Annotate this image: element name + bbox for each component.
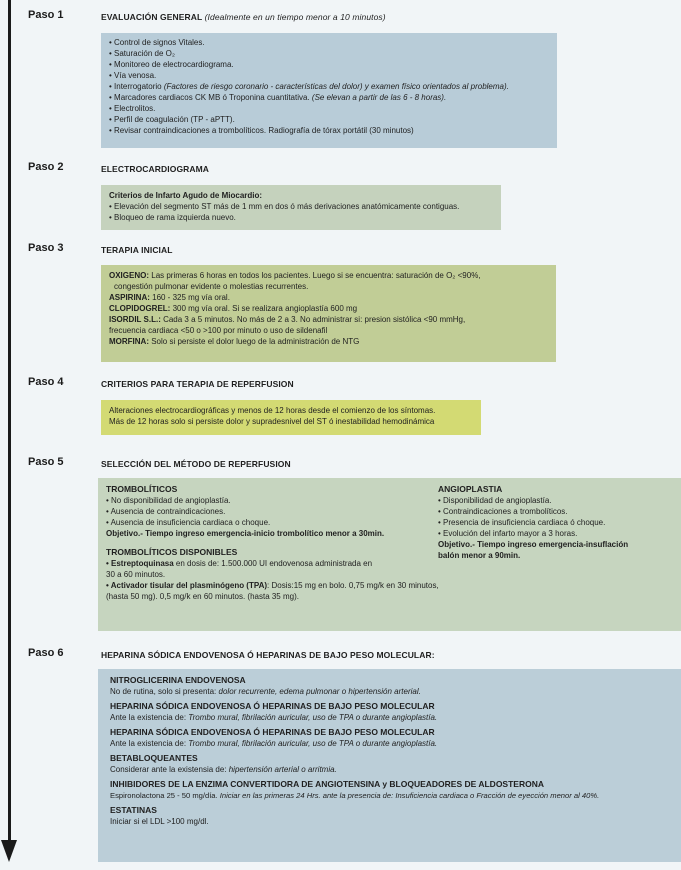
- list-item: • Marcadores cardiacos CK MB ó Troponina cuantitativa. (Se elevan a partir de las 6 - 8 horas).: [109, 93, 447, 102]
- list-item: • No disponibilidad de angioplastía.: [106, 496, 231, 505]
- nitroglycerin-section: [110, 675, 669, 697]
- list-item: • Ausencia de contraindicaciones.: [106, 507, 226, 516]
- list-item: • Ausencia de insuficiencia cardiaca o choque.: [106, 518, 271, 527]
- heparin-section-2: [110, 727, 669, 749]
- available-thrombolytics-heading: TROMBOLÍTICOS DISPONIBLES: [106, 547, 238, 557]
- step-1-title: EVALUACIÓN GENERAL (Idealmente en un tiempo menor a 10 minutos): [101, 12, 386, 22]
- tpa-line: • Activador tisular del plasminógeno (TPA): Dosis:15 mg en bolo. 0,75 mg/k en 30 minutos,: [106, 581, 439, 590]
- list-item: • Revisar contraindicaciones a trombolíticos. Radiografía de tórax portátil (30 minutos): [109, 126, 414, 135]
- angioplasty-objective-2: balón menor a 90min.: [438, 551, 521, 560]
- step-6-label: Paso 6: [28, 647, 64, 659]
- list-item: • Vía venosa.: [109, 71, 157, 80]
- isordil-line-2: frecuencia cardiaca <50 o >100 por minuto o uso de sildenafil: [109, 326, 328, 335]
- section-text: Iniciar si el LDL >100 mg/dl.: [110, 817, 209, 826]
- step-4-label: Paso 4: [28, 376, 64, 388]
- step-5-box: [98, 478, 681, 631]
- list-item: • Monitoreo de electrocardiograma.: [109, 60, 234, 69]
- ace-inhibitors-section: [110, 779, 669, 801]
- step-4-title: CRITERIOS PARA TERAPIA DE REPERFUSION: [101, 379, 294, 389]
- section-text: Considerar ante la existensia de: hipertensión arterial o arritmia.: [110, 765, 337, 774]
- criteria-line: Más de 12 horas solo si persiste dolor y supradesnivel del ST ó inestabilidad hemodinámica: [109, 417, 435, 426]
- list-item: • Electrolitos.: [109, 104, 156, 113]
- timeline-arrow-shaft: [8, 0, 11, 842]
- oxigeno-line: OXIGENO: Las primeras 6 horas en todos los pacientes. Luego si se encuentra: saturación de O₂ <90%,: [109, 271, 481, 280]
- list-item: • Bloqueo de rama izquierda nuevo.: [109, 213, 236, 222]
- section-text: Espironolactona 25 - 50 mg/día. Iniciar en las primeras 24 Hrs. ante la presencia de: Insuficiencia cardiaca o Fracción de eyección menor al 40%.: [110, 791, 600, 800]
- section-heading: ESTATINAS: [110, 805, 157, 815]
- step-1-subtitle: (Idealmente en un tiempo menor a 10 minutos): [204, 12, 386, 22]
- step-2-box: [101, 185, 501, 230]
- criteria-line: Alteraciones electrocardiográficas y menos de 12 horas desde el comienzo de los síntomas.: [109, 406, 436, 415]
- list-item: • Presencia de insuficiencia cardiaca ó choque.: [438, 518, 606, 527]
- section-text: Ante la existencia de: Trombo mural, fibrilación auricular, uso de TPA o durante angioplastía.: [110, 739, 438, 748]
- step-3-title: TERAPIA INICIAL: [101, 245, 173, 255]
- statins-section: [110, 805, 669, 827]
- step-3-label: Paso 3: [28, 242, 64, 254]
- section-heading: HEPARINA SÓDICA ENDOVENOSA Ó HEPARINAS DE BAJO PESO MOLECULAR: [110, 701, 435, 711]
- step-2-title: ELECTROCARDIOGRAMA: [101, 164, 210, 174]
- list-item: • Evolución del infarto mayor a 3 horas.: [438, 529, 578, 538]
- list-item: • Contraindicaciones a trombolíticos.: [438, 507, 568, 516]
- section-heading: HEPARINA SÓDICA ENDOVENOSA Ó HEPARINAS DE BAJO PESO MOLECULAR: [110, 727, 435, 737]
- tpa-line-2: (hasta 50 mg). 0,5 mg/k en 60 minutos. (hasta 35 mg).: [106, 592, 299, 601]
- angioplasty-column: [438, 482, 678, 561]
- step-5-title: SELECCIÓN DEL MÉTODO DE REPERFUSION: [101, 459, 291, 469]
- list-item: • Interrogatorio (Factores de riesgo coronario - características del dolor) y examen físico orientados al problema).: [109, 82, 509, 91]
- clopidogrel-line: CLOPIDOGREL: 300 mg vía oral. Si se realizara angioplastía 600 mg: [109, 304, 358, 313]
- step-6-box: [98, 669, 681, 862]
- list-item: • Elevación del segmento ST más de 1 mm en dos ó más derivaciones anatómicamente contiguas.: [109, 202, 460, 211]
- thrombolytics-column: [106, 482, 439, 602]
- estreptoquinasa-line-2: 30 a 60 minutos.: [106, 570, 166, 579]
- angioplasty-objective: Objetivo.- Tiempo ingreso emergencia-insuflación: [438, 540, 629, 549]
- betablockers-section: [110, 753, 669, 775]
- thrombolytics-objective: Objetivo.- Tiempo ingreso emergencia-inicio trombolítico menor a 30min.: [106, 529, 385, 538]
- thrombolytics-heading: TROMBOLÍTICOS: [106, 484, 178, 494]
- list-item: • Perfil de coagulación (TP - aPTT).: [109, 115, 235, 124]
- section-heading: NITROGLICERINA ENDOVENOSA: [110, 675, 246, 685]
- step-1-label: Paso 1: [28, 9, 64, 21]
- list-item: • Control de signos Vitales.: [109, 38, 205, 47]
- morfina-line: MORFINA: Solo si persiste el dolor luego de la administración de NTG: [109, 337, 360, 346]
- list-item: • Disponibilidad de angioplastía.: [438, 496, 552, 505]
- step-3-box: [101, 265, 556, 362]
- isordil-line: ISORDIL S.L.: Cada 3 a 5 minutos. No más de 2 a 3. No administrar si: presion sistólica <90 mmHg,: [109, 315, 466, 324]
- heparin-section-1: [110, 701, 669, 723]
- estreptoquinasa-line: • Estreptoquinasa en dosis de: 1.500.000 UI endovenosa administrada en: [106, 559, 373, 568]
- section-text: No de rutina, solo si presenta: dolor recurrente, edema pulmonar o hipertensión arterial.: [110, 687, 421, 696]
- aspirina-line: ASPIRINA: 160 - 325 mg vía oral.: [109, 293, 230, 302]
- section-heading: INHIBIDORES DE LA ENZIMA CONVERTIDORA DE ANGIOTENSINA y BLOQUEADORES DE ALDOSTERONA: [110, 779, 544, 789]
- oxigeno-line-2: congestión pulmonar evidente o molestias recurrentes.: [114, 282, 309, 291]
- list-item: • Saturación de O₂: [109, 49, 175, 58]
- timeline-arrow-head-icon: [1, 840, 17, 862]
- angioplasty-heading: ANGIOPLASTIA: [438, 484, 503, 494]
- step-1-box: [101, 33, 557, 148]
- criteria-heading: Criterios de Infarto Agudo de Miocardio:: [109, 191, 263, 200]
- step-2-label: Paso 2: [28, 161, 64, 173]
- section-text: Ante la existencia de: Trombo mural, fibrilación auricular, uso de TPA o durante angioplastía.: [110, 713, 438, 722]
- step-6-title: HEPARINA SÓDICA ENDOVENOSA Ó HEPARINAS DE BAJO PESO MOLECULAR:: [101, 650, 435, 660]
- step-5-label: Paso 5: [28, 456, 64, 468]
- section-heading: BETABLOQUEANTES: [110, 753, 198, 763]
- step-4-box: [101, 400, 481, 435]
